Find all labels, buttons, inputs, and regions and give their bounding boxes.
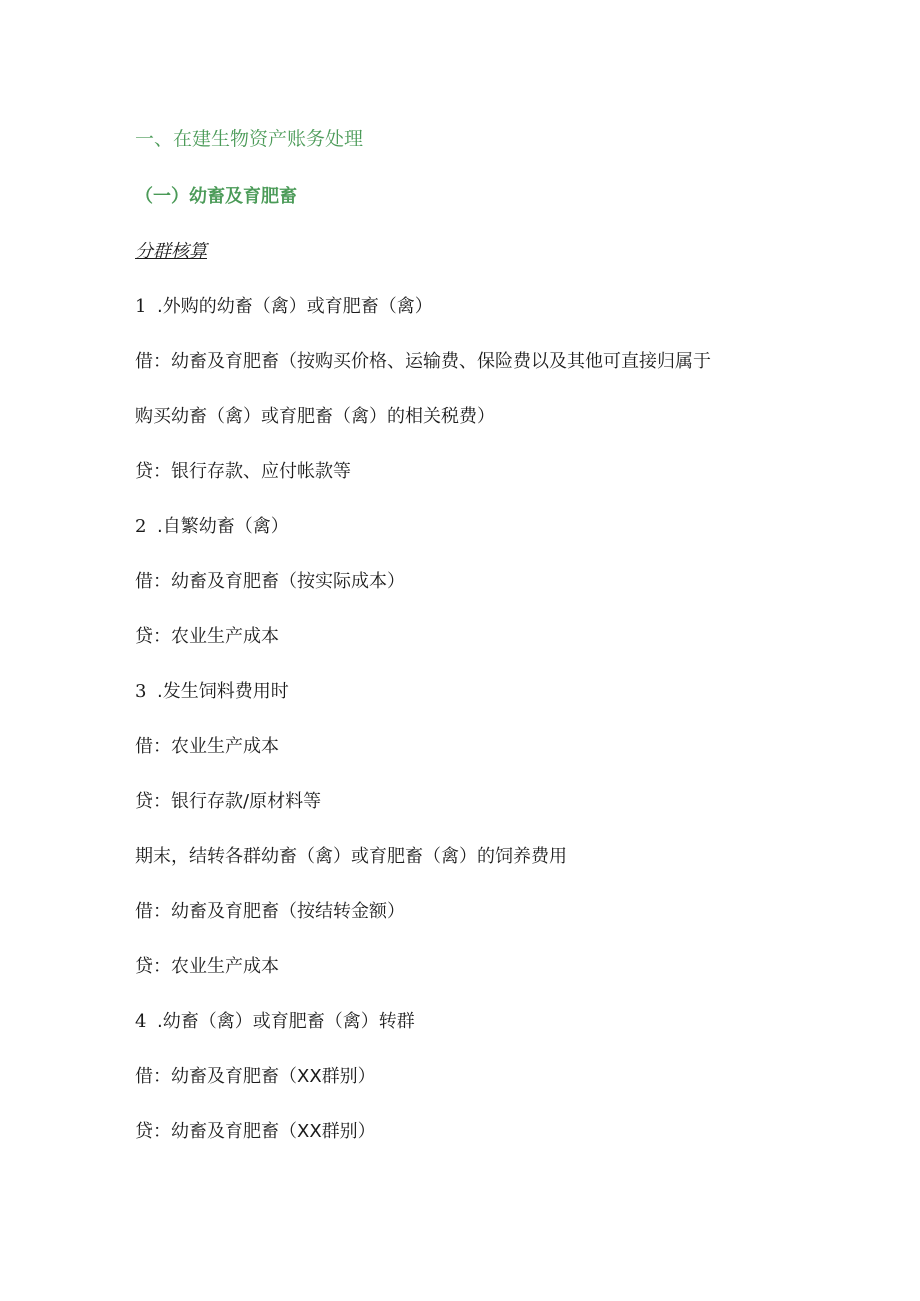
item-text: 借：幼畜及育肥畜（按购买价格、运输费、保险费以及其他可直接归属于 [135, 351, 711, 372]
journal-line [135, 732, 279, 758]
item-text: 借：幼畜及育肥畜（XX群别） [135, 1066, 376, 1087]
journal-line [135, 1062, 376, 1088]
item-number: 2 [135, 516, 147, 537]
item-number: 4 [135, 1011, 147, 1032]
item-text: .外购的幼畜（禽）或育肥畜（禽） [157, 296, 433, 317]
journal-line [135, 897, 405, 923]
item-number: 1 [135, 296, 147, 317]
list-item [135, 1007, 415, 1033]
journal-line [135, 622, 279, 648]
item-text: .发生饲料费用时 [157, 681, 289, 702]
item-text: 借：农业生产成本 [135, 736, 279, 757]
item-text: 贷：农业生产成本 [135, 956, 279, 977]
section-heading: 一、在建生物资产账务处理 [135, 128, 364, 150]
journal-line [135, 402, 495, 428]
item-text: 贷：幼畜及育肥畜（XX群别） [135, 1121, 376, 1142]
item-text: 购买幼畜（禽）或育肥畜（禽）的相关税费） [135, 406, 495, 427]
item-text: 借：幼畜及育肥畜（按实际成本） [135, 571, 405, 592]
item-text: .自繁幼畜（禽） [157, 516, 289, 537]
list-item [135, 677, 289, 703]
journal-line [135, 567, 405, 593]
item-text: .幼畜（禽）或育肥畜（禽）转群 [157, 1011, 415, 1032]
journal-line [135, 952, 279, 978]
journal-line [135, 457, 351, 483]
list-item [135, 292, 433, 318]
list-item [135, 512, 289, 538]
journal-line [135, 842, 567, 868]
item-text: 期末，结转各群幼畜（禽）或育肥畜（禽）的饲养费用 [135, 846, 567, 867]
item-number: 3 [135, 681, 147, 702]
item-text: 借：幼畜及育肥畜（按结转金额） [135, 901, 405, 922]
journal-line [135, 787, 321, 813]
topic-subheading: 分群核算 [135, 241, 207, 262]
subsection-heading: （一）幼畜及育肥畜 [135, 186, 297, 207]
item-text: 贷：农业生产成本 [135, 626, 279, 647]
journal-line [135, 1117, 376, 1143]
journal-line [135, 347, 711, 373]
item-text: 贷：银行存款/原材料等 [135, 791, 322, 812]
item-text: 贷：银行存款、应付帐款等 [135, 461, 351, 482]
